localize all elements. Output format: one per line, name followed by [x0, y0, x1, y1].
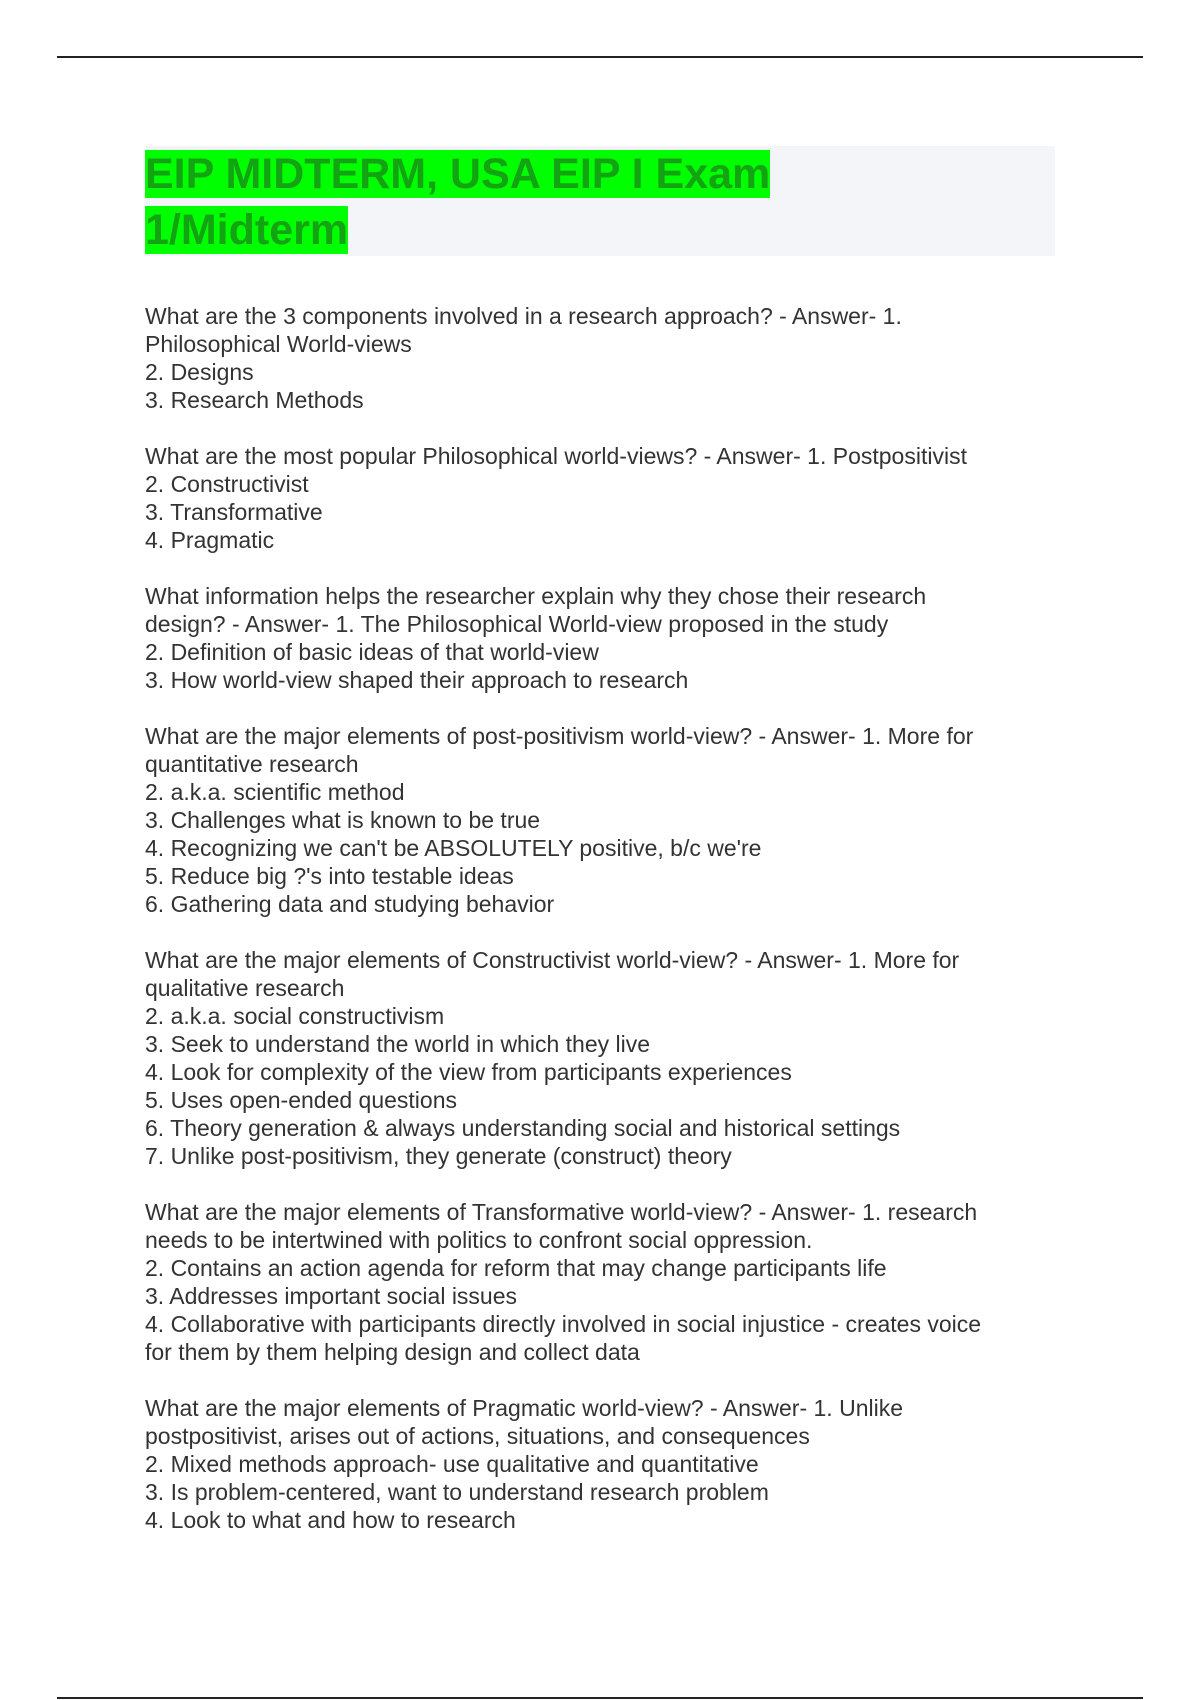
- qa-entry: [145, 582, 1055, 694]
- qa-list: [145, 302, 1055, 1562]
- question-text: What are the most popular Philosophical world-views? - Answer- 1. Postpositivist: [145, 443, 967, 469]
- answer-line: quantitative research: [145, 751, 359, 777]
- question-text: What information helps the researcher explain why they chose their research: [145, 583, 927, 609]
- qa-entry: [145, 722, 1055, 918]
- answer-line: 7. Unlike post-positivism, they generate (construct) theory: [145, 1143, 732, 1169]
- question-text: What are the major elements of Pragmatic world-view? - Answer- 1. Unlike: [145, 1395, 904, 1421]
- answer-line: 6. Theory generation & always understanding social and historical settings: [145, 1115, 901, 1141]
- qa-entry: [145, 1394, 1055, 1534]
- answer-line: 3. Transformative: [145, 499, 323, 525]
- answer-line: postpositivist, arises out of actions, situations, and consequences: [145, 1423, 810, 1449]
- answer-line: 2. Constructivist: [145, 471, 309, 497]
- document-title: [145, 146, 905, 258]
- answer-line: 6. Gathering data and studying behavior: [145, 891, 555, 917]
- answer-line: Philosophical World-views: [145, 331, 412, 357]
- answer-line: 3. Is problem-centered, want to understand research problem: [145, 1479, 769, 1505]
- question-text: What are the major elements of Constructivist world-view? - Answer- 1. More for: [145, 947, 960, 973]
- answer-line: 2. Definition of basic ideas of that world-view: [145, 639, 599, 665]
- answer-line: 2. Mixed methods approach- use qualitative and quantitative: [145, 1451, 759, 1477]
- answer-line: 5. Reduce big ?'s into testable ideas: [145, 863, 514, 889]
- question-text: What are the 3 components involved in a research approach? - Answer- 1.: [145, 303, 902, 329]
- answer-line: 3. Seek to understand the world in which they live: [145, 1031, 651, 1057]
- question-text: What are the major elements of post-positivism world-view? - Answer- 1. More for: [145, 723, 974, 749]
- answer-line: 2. a.k.a. social constructivism: [145, 1003, 445, 1029]
- bottom-divider: [57, 1697, 1143, 1699]
- qa-entry: [145, 302, 1055, 414]
- answer-line: qualitative research: [145, 975, 345, 1001]
- answer-line: 2. Contains an action agenda for reform that may change participants life: [145, 1255, 887, 1281]
- answer-line: 2. a.k.a. scientific method: [145, 779, 405, 805]
- qa-entry: [145, 442, 1055, 554]
- answer-line: 4. Pragmatic: [145, 527, 275, 553]
- answer-line: 4. Look to what and how to research: [145, 1507, 516, 1533]
- title-banner: [145, 146, 1055, 256]
- answer-line: design? - Answer- 1. The Philosophical World-view proposed in the study: [145, 611, 889, 637]
- qa-entry: [145, 946, 1055, 1170]
- answer-line: 2. Designs: [145, 359, 254, 385]
- question-text: What are the major elements of Transformative world-view? - Answer- 1. research: [145, 1199, 978, 1225]
- answer-line: 4. Collaborative with participants directly involved in social injustice - creates voice: [145, 1311, 982, 1337]
- top-divider: [57, 56, 1143, 58]
- answer-line: needs to be intertwined with politics to confront social oppression.: [145, 1227, 813, 1253]
- answer-line: 3. Research Methods: [145, 387, 364, 413]
- answer-line: 4. Recognizing we can't be ABSOLUTELY positive, b/c we're: [145, 835, 762, 861]
- qa-entry: [145, 1198, 1055, 1366]
- answer-line: 3. Challenges what is known to be true: [145, 807, 541, 833]
- answer-line: 4. Look for complexity of the view from participants experiences: [145, 1059, 792, 1085]
- answer-line: for them by them helping design and collect data: [145, 1339, 640, 1365]
- answer-line: 3. How world-view shaped their approach to research: [145, 667, 689, 693]
- title-highlight: EIP MIDTERM, USA EIP I Exam 1/Midterm: [145, 150, 771, 254]
- answer-line: 3. Addresses important social issues: [145, 1283, 518, 1309]
- answer-line: 5. Uses open-ended questions: [145, 1087, 457, 1113]
